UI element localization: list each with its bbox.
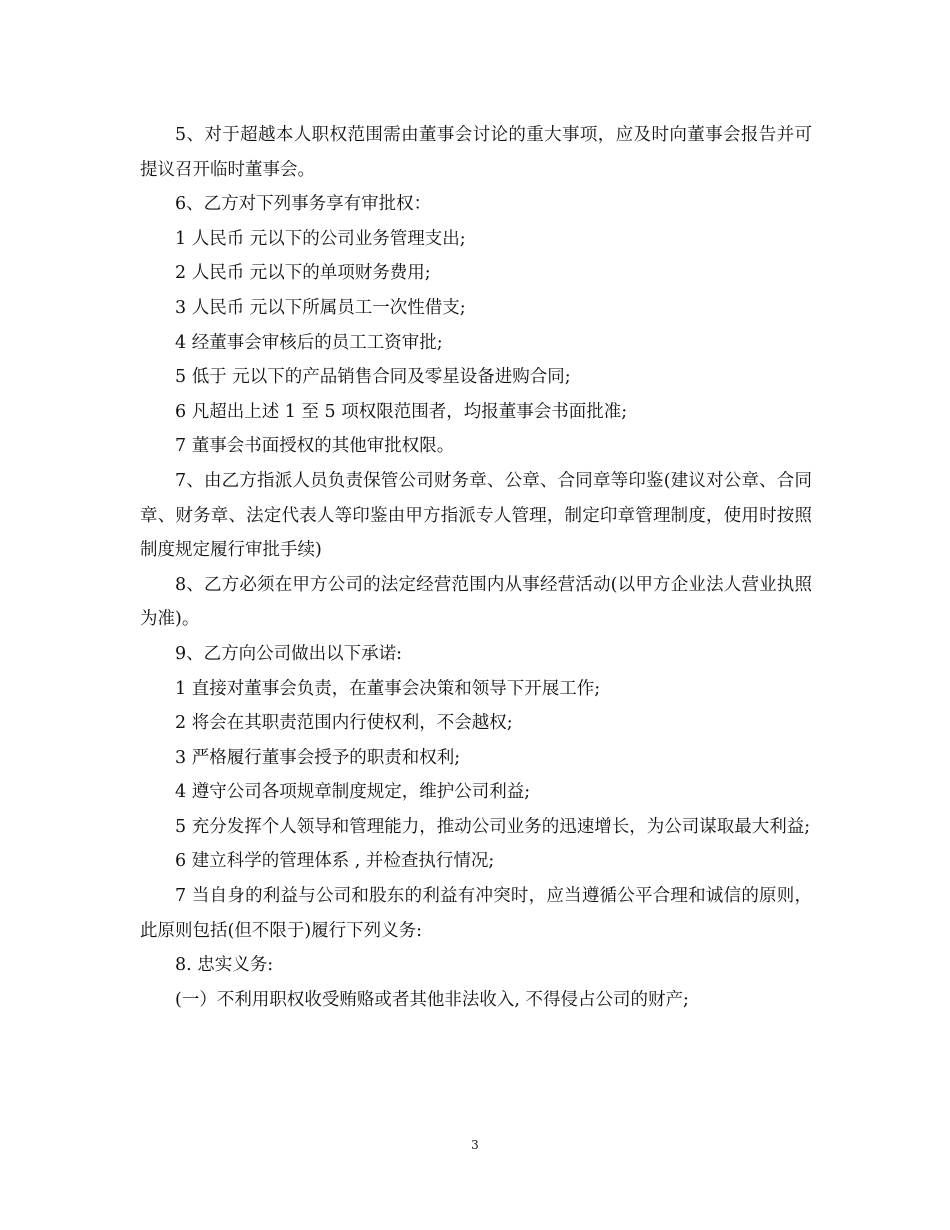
paragraph-11: 8、乙方必须在甲方公司的法定经营范围内从事经营活动(以甲方企业法人营业执照为准)。: [140, 574, 812, 630]
paragraph-12: 9、乙方向公司做出以下承诺:: [175, 643, 403, 664]
page-number: 3: [471, 1138, 479, 1152]
paragraph-10: 7、由乙方指派人员负责保管公司财务章、公章、合同章等印鉴(建议对公章、合同章、财务章、法定代表人等印鉴由甲方指派专人管理，制定印章管理制度，使用时按照制度规定履行审批手续): [140, 470, 812, 561]
paragraph-13: 1 直接对董事会负责，在董事会决策和领导下开展工作;: [175, 678, 601, 699]
paragraph-19: 7 当自身的利益与公司和股东的利益有冲突时，应当遵循公平合理和诚信的原则，此原则包括(但不限于)履行下列义务:: [140, 886, 812, 941]
paragraph-20: 8. 忠实义务:: [175, 955, 274, 976]
document-body: [140, 118, 812, 1017]
paragraph-3: 1 人民币 元以下的公司业务管理支出;: [175, 228, 466, 249]
paragraph-21: (一）不利用职权收受贿赂或者其他非法收入, 不得侵占公司的财产;: [175, 989, 689, 1010]
paragraph-16: 4 遵守公司各项规章制度规定，维护公司利益;: [175, 782, 531, 803]
paragraph-15: 3 严格履行董事会授予的职责和权利;: [175, 747, 461, 768]
paragraph-7: 5 低于 元以下的产品销售合同及零星设备进购合同;: [175, 367, 571, 388]
paragraph-17: 5 充分发挥个人领导和管理能力，推动公司业务的迅速增长，为公司谋取最大利益;: [175, 816, 811, 837]
paragraph-18: 6 建立科学的管理体系 , 并检查执行情况;: [175, 851, 495, 872]
paragraph-2: 6、乙方对下列事务享有审批权：: [175, 194, 432, 215]
paragraph-8: 6 凡超出上述 1 至 5 项权限范围者，均报董事会书面批准;: [175, 401, 628, 422]
paragraph-14: 2 将会在其职责范围内行使权利，不会越权;: [175, 713, 513, 734]
paragraph-6: 4 经董事会审核后的员工工资审批;: [175, 332, 443, 353]
paragraph-4: 2 人民币 元以下的单项财务费用;: [175, 263, 431, 284]
paragraph-1: 5、对于超越本人职权范围需由董事会讨论的重大事项，应及时向董事会报告并可提议召开临时董事会。: [140, 125, 812, 180]
paragraph-9: 7 董事会书面授权的其他审批权限。: [175, 436, 455, 457]
paragraph-5: 3 人民币 元以下所属员工一次性借支;: [175, 297, 466, 318]
